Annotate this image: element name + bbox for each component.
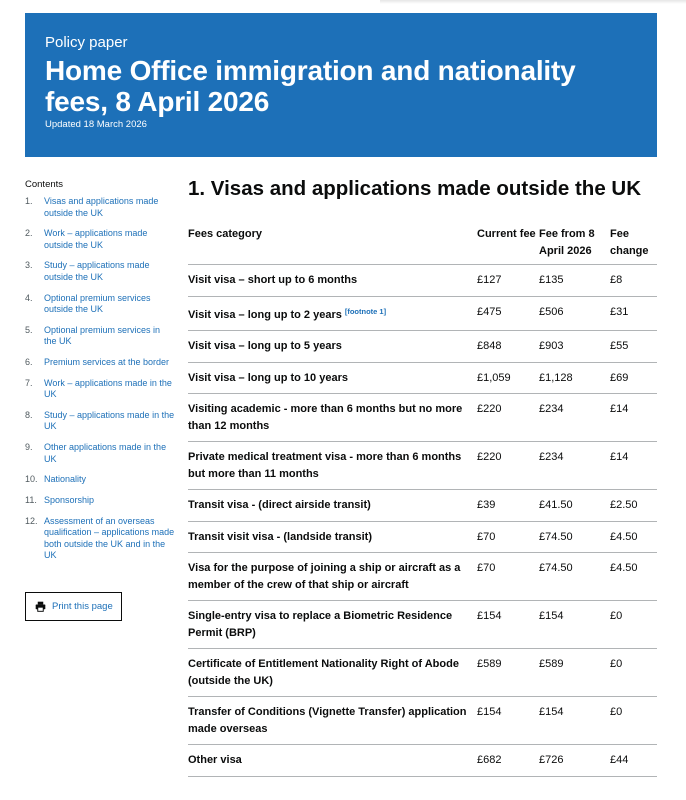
contents-item bbox=[25, 325, 175, 348]
column-header-current-fee: Current fee bbox=[477, 226, 539, 265]
contents-item-number: 1. bbox=[25, 196, 33, 206]
contents-link[interactable]: Study – applications made in the UK bbox=[44, 409, 175, 432]
new-fee-cell-text: £41.50 bbox=[539, 499, 573, 511]
fee-category-cell-text: Visit visa – long up to 5 years bbox=[188, 340, 342, 352]
fee-change-cell bbox=[610, 649, 657, 697]
fee-category-cell bbox=[188, 601, 477, 649]
fee-change-cell-text: £4.50 bbox=[610, 530, 638, 543]
fee-category-cell bbox=[188, 745, 477, 777]
contents-link[interactable]: Optional premium services in the UK bbox=[44, 324, 161, 347]
fee-change-cell-text: £2.50 bbox=[610, 499, 638, 511]
fee-category-cell-text: Certificate of Entitlement Nationality Right of Abode (outside the UK) bbox=[188, 658, 459, 687]
new-fee-cell-text: £903 bbox=[539, 340, 564, 352]
contents-item-number: 12. bbox=[25, 515, 38, 526]
fee-category-cell-text: Transit visit visa - (landside transit) bbox=[188, 530, 372, 543]
contents-item bbox=[25, 228, 175, 251]
fee-category-cell bbox=[188, 331, 477, 363]
table-row bbox=[188, 601, 657, 649]
current-fee-cell-text: £848 bbox=[477, 340, 502, 352]
fee-category-cell-text: Other visa bbox=[188, 754, 242, 766]
fee-change-cell bbox=[610, 296, 657, 331]
contents-link[interactable]: Premium services at the border bbox=[44, 356, 170, 367]
fee-category-cell bbox=[188, 553, 477, 601]
contents-sidebar bbox=[25, 179, 175, 612]
contents-item bbox=[25, 293, 175, 316]
contents-item bbox=[25, 410, 175, 433]
new-fee-cell bbox=[539, 521, 610, 553]
current-fee-cell-text: £70 bbox=[477, 530, 496, 543]
footnote-link[interactable]: [footnote 1] bbox=[344, 306, 387, 316]
table-row bbox=[188, 490, 657, 522]
contents-item-number: 2. bbox=[25, 228, 33, 239]
current-fee-cell bbox=[477, 649, 539, 697]
new-fee-cell-text: £1,128 bbox=[539, 371, 573, 384]
contents-item bbox=[25, 260, 175, 283]
contents-item bbox=[25, 378, 175, 401]
current-fee-cell bbox=[477, 697, 539, 745]
table-row bbox=[188, 521, 657, 553]
current-fee-cell-text: £39 bbox=[477, 499, 496, 511]
column-header-fee-change: Fee change bbox=[610, 226, 657, 265]
column-header-new-fee: Fee from 8 April 2026 bbox=[539, 226, 610, 265]
new-fee-cell bbox=[539, 331, 610, 363]
current-fee-cell bbox=[477, 331, 539, 363]
fee-change-cell-text: £8 bbox=[610, 274, 623, 286]
current-fee-cell-text: £589 bbox=[477, 658, 502, 670]
table-row bbox=[188, 331, 657, 363]
main-content bbox=[188, 176, 657, 777]
contents-item-number: 3. bbox=[25, 260, 33, 271]
current-fee-cell-text: £154 bbox=[477, 706, 502, 718]
fee-change-cell-text: £0 bbox=[610, 658, 623, 670]
fee-change-cell-text: £4.50 bbox=[610, 562, 638, 574]
current-fee-cell bbox=[477, 442, 539, 490]
current-fee-cell bbox=[477, 601, 539, 649]
contents-heading: Contents bbox=[25, 179, 64, 190]
current-fee-cell bbox=[477, 394, 539, 442]
contents-link[interactable]: Study – applications made outside the UK bbox=[44, 260, 150, 282]
current-fee-cell bbox=[477, 745, 539, 777]
current-fee-cell-text: £220 bbox=[477, 403, 502, 415]
current-fee-cell-text: £682 bbox=[477, 754, 502, 766]
current-fee-cell-text: £70 bbox=[477, 562, 496, 574]
contents-item bbox=[25, 474, 175, 486]
table-row bbox=[188, 553, 657, 601]
fee-change-cell-text: £14 bbox=[610, 451, 629, 463]
contents-link[interactable]: Work – applications made in the UK bbox=[44, 377, 172, 400]
fee-category-cell bbox=[188, 697, 477, 745]
contents-link[interactable]: Sponsorship bbox=[44, 494, 95, 505]
page-title: Home Office immigration and nationality fees, 8 April 2026 bbox=[45, 55, 576, 117]
fees-table bbox=[188, 226, 657, 777]
contents-item-number: 7. bbox=[25, 377, 33, 388]
contents-item-number: 8. bbox=[25, 409, 33, 420]
contents-link[interactable]: Visas and applications made outside the UK bbox=[44, 196, 159, 218]
table-row bbox=[188, 296, 657, 331]
fee-change-cell bbox=[610, 331, 657, 363]
top-edge-shadow bbox=[380, 0, 686, 4]
fee-change-cell-text: £14 bbox=[610, 403, 629, 415]
current-fee-cell bbox=[477, 521, 539, 553]
current-fee-cell-text: £220 bbox=[477, 451, 502, 463]
new-fee-cell-text: £589 bbox=[539, 658, 564, 670]
new-fee-cell bbox=[539, 296, 610, 331]
table-row bbox=[188, 745, 657, 777]
table-row bbox=[188, 265, 657, 297]
contents-item bbox=[25, 516, 175, 562]
document-type: Policy paper bbox=[45, 34, 128, 51]
new-fee-cell bbox=[539, 490, 610, 522]
fee-change-cell bbox=[610, 697, 657, 745]
contents-link[interactable]: Assessment of an overseas qualification – applications made both outside the UK and in the UK bbox=[44, 515, 175, 561]
fee-change-cell bbox=[610, 442, 657, 490]
print-page-button[interactable] bbox=[25, 592, 122, 621]
fee-category-cell-text: Visit visa – long up to 2 years bbox=[188, 308, 342, 321]
fee-category-cell-text: Private medical treatment visa - more than 6 months but more than 11 months bbox=[188, 451, 462, 480]
updated-date: Updated 18 March 2026 bbox=[45, 119, 147, 130]
fee-category-cell-text: Transfer of Conditions (Vignette Transfer) application made overseas bbox=[188, 706, 467, 735]
contents-item bbox=[25, 442, 175, 465]
current-fee-cell-text: £1,059 bbox=[477, 371, 511, 384]
contents-link[interactable]: Work – applications made outside the UK bbox=[44, 228, 148, 250]
fees-table-body bbox=[188, 265, 657, 777]
fee-category-cell bbox=[188, 296, 477, 331]
new-fee-cell-text: £154 bbox=[539, 706, 564, 718]
fee-category-cell-text: Visa for the purpose of joining a ship or aircraft as a member of the crew of that ship or aircraft bbox=[188, 562, 461, 591]
new-fee-cell bbox=[539, 362, 610, 394]
fee-change-cell bbox=[610, 362, 657, 394]
fee-change-cell-text: £55 bbox=[610, 340, 629, 352]
contents-item-number: 9. bbox=[25, 442, 33, 452]
contents-item-number: 5. bbox=[25, 324, 33, 335]
contents-link[interactable]: Optional premium services outside the UK bbox=[44, 292, 151, 315]
contents-item-number: 4. bbox=[25, 292, 33, 303]
new-fee-cell-text: £234 bbox=[539, 451, 564, 463]
new-fee-cell bbox=[539, 601, 610, 649]
fee-category-cell bbox=[188, 442, 477, 490]
current-fee-cell bbox=[477, 490, 539, 522]
contents-link[interactable]: Nationality bbox=[44, 474, 87, 485]
fee-change-cell-text: £0 bbox=[610, 706, 623, 718]
fee-category-cell bbox=[188, 265, 477, 297]
table-row bbox=[188, 362, 657, 394]
contents-item bbox=[25, 196, 175, 219]
new-fee-cell bbox=[539, 265, 610, 297]
contents-item bbox=[25, 495, 175, 507]
fee-change-cell bbox=[610, 265, 657, 297]
table-row bbox=[188, 394, 657, 442]
current-fee-cell bbox=[477, 296, 539, 331]
new-fee-cell bbox=[539, 745, 610, 777]
fee-category-cell-text: Visit visa – short up to 6 months bbox=[188, 274, 358, 286]
fee-change-cell bbox=[610, 394, 657, 442]
fee-category-cell-text: Visiting academic - more than 6 months but no more than 12 months bbox=[188, 403, 463, 432]
contents-item bbox=[25, 357, 175, 369]
fee-category-cell-text: Single-entry visa to replace a Biometric Residence Permit (BRP) bbox=[188, 610, 453, 639]
column-header-category: Fees category bbox=[188, 226, 477, 265]
print-page-label: Print this page bbox=[52, 601, 113, 612]
new-fee-cell bbox=[539, 649, 610, 697]
new-fee-cell-text: £506 bbox=[539, 305, 564, 318]
new-fee-cell-text: £135 bbox=[539, 274, 564, 286]
new-fee-cell-text: £74.50 bbox=[539, 562, 573, 574]
current-fee-cell-text: £475 bbox=[477, 305, 502, 318]
current-fee-cell-text: £154 bbox=[477, 610, 502, 622]
fee-category-cell bbox=[188, 521, 477, 553]
fee-change-cell-text: £31 bbox=[610, 305, 629, 318]
fee-change-cell bbox=[610, 521, 657, 553]
fee-change-cell-text: £44 bbox=[610, 754, 629, 766]
fee-change-cell-text: £69 bbox=[610, 371, 629, 384]
current-fee-cell-text: £127 bbox=[477, 274, 502, 286]
new-fee-cell-text: £154 bbox=[539, 610, 564, 622]
contents-link[interactable]: Other applications made in the UK bbox=[44, 442, 167, 464]
current-fee-cell bbox=[477, 553, 539, 601]
new-fee-cell bbox=[539, 553, 610, 601]
fee-category-cell-text: Transit visa - (direct airside transit) bbox=[188, 499, 371, 511]
contents-item-number: 6. bbox=[25, 356, 33, 367]
new-fee-cell-text: £234 bbox=[539, 403, 564, 415]
contents-item-number: 10. bbox=[25, 474, 38, 485]
fee-change-cell-text: £0 bbox=[610, 610, 623, 622]
table-header-row bbox=[188, 226, 657, 265]
table-row bbox=[188, 442, 657, 490]
table-row bbox=[188, 697, 657, 745]
new-fee-cell bbox=[539, 442, 610, 490]
contents-item-number: 11. bbox=[25, 494, 37, 505]
new-fee-cell-text: £74.50 bbox=[539, 530, 573, 543]
printer-icon bbox=[35, 601, 46, 612]
fee-category-cell bbox=[188, 490, 477, 522]
fee-change-cell bbox=[610, 601, 657, 649]
new-fee-cell bbox=[539, 394, 610, 442]
fee-category-cell bbox=[188, 362, 477, 394]
table-row bbox=[188, 649, 657, 697]
contents-list bbox=[25, 196, 175, 562]
new-fee-cell bbox=[539, 697, 610, 745]
fee-category-cell bbox=[188, 649, 477, 697]
fee-change-cell bbox=[610, 553, 657, 601]
section-heading: 1. Visas and applications made outside the UK bbox=[188, 177, 642, 200]
fee-change-cell bbox=[610, 490, 657, 522]
fee-category-cell-text: Visit visa – long up to 10 years bbox=[188, 371, 348, 384]
current-fee-cell bbox=[477, 265, 539, 297]
current-fee-cell bbox=[477, 362, 539, 394]
fee-change-cell bbox=[610, 745, 657, 777]
page-header-banner bbox=[25, 13, 657, 157]
fee-category-cell bbox=[188, 394, 477, 442]
new-fee-cell-text: £726 bbox=[539, 754, 564, 766]
